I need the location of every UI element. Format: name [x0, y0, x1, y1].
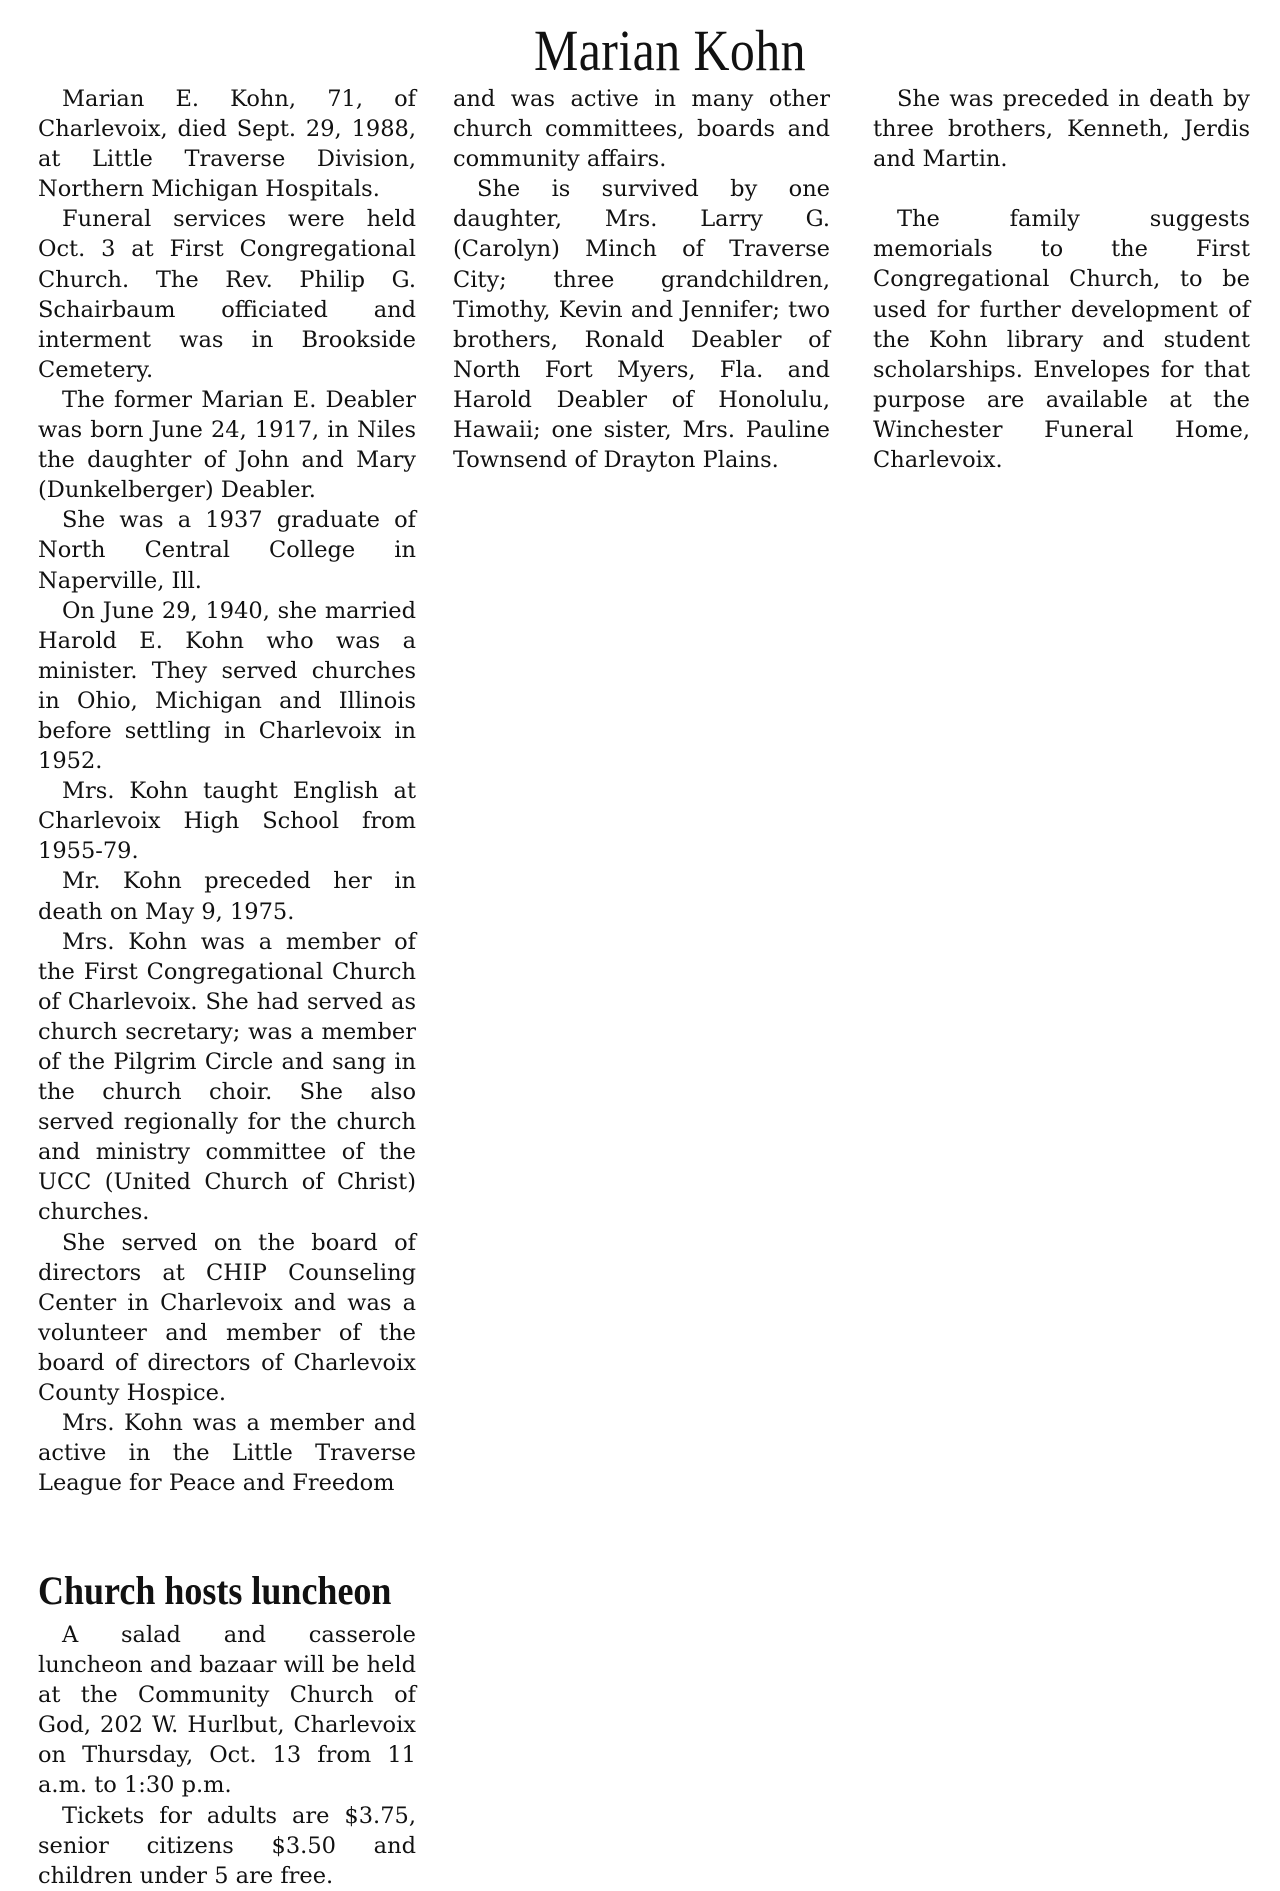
luncheon-paragraph: Tickets for adults are $3.75, senior citizens $3.50 and children under 5 are free. [38, 1802, 416, 1889]
obituary-column-2 [453, 84, 830, 475]
luncheon-paragraph: A salad and casserole luncheon and bazaar will be held at the Community Church of God, 202 W. Hurlbut, Charlevoix on Thursday, Oct. 13 from 11 a.m. to 1:30 p.m. [38, 1622, 416, 1799]
obituary-paragraph: The family suggests memorials to the First Congregational Church, to be used for further development of the Kohn library and student scholarships. Envelopes for that purpose are available at the Winchester Funeral Home, Charlevoix. [873, 206, 1250, 474]
obituary-paragraph: Funeral services were held Oct. 3 at First Congregational Church. The Rev. Philip G. Schairbaum officiated and interment was in Brookside Cemetery. [38, 206, 416, 383]
obituary-column-3 [873, 84, 1250, 475]
obituary-headline: Marian Kohn [533, 18, 807, 83]
obituary-paragraph: On June 29, 1940, she married Harold E. Kohn who was a minister. They served churches in Ohio, Michigan and Illinois before settling in Charlevoix in 1952. [38, 597, 416, 775]
obituary-paragraph: She is survived by one daughter, Mrs. Larry G. (Carolyn) Minch of Traverse City; three grandchildren, Timothy, Kevin and Jennifer; two brothers, Ronald Deabler of North Fort Myers, Fla. and Harold Deabler of Honolulu, Hawaii; one sister, Mrs. Pauline Townsend of Drayton Plains. [453, 176, 830, 474]
obituary-paragraph: Mrs. Kohn was a member of the First Congregational Church of Charlevoix. She had served as church secretary; was a member of the Pilgrim Circle and sang in the church choir. She also served regionally for the church and ministry committee of the UCC (United Church of Christ) churches. [38, 928, 416, 1226]
obituary-column-1 [38, 84, 416, 1498]
obituary-paragraph: Marian E. Kohn, 71, of Charlevoix, died Sept. 29, 1988, at Little Traverse Division, Northern Michigan Hospitals. [38, 86, 416, 203]
obituary-paragraph: She was a 1937 graduate of North Central College in Naperville, Ill. [38, 507, 416, 594]
obituary-paragraph: Mrs. Kohn taught English at Charlevoix High School from 1955-79. [38, 778, 416, 865]
luncheon-headline: Church hosts luncheon [38, 1568, 392, 1613]
obituary-paragraph: Mrs. Kohn was a member and active in the Little Traverse League for Peace and Freedom [38, 1410, 416, 1497]
obituary-paragraph: The former Marian E. Deabler was born June 24, 1917, in Niles the daughter of John and Mary (Dunkelberger) Deabler. [38, 386, 416, 504]
obituary-paragraph: and was active in many other church committees, boards and community affairs. [453, 86, 830, 173]
obituary-paragraph: Mr. Kohn preceded her in death on May 9, 1975. [38, 868, 416, 925]
luncheon-article [38, 1620, 416, 1891]
obituary-paragraph: She served on the board of directors at CHIP Counseling Center in Charlevoix and was a volunteer and member of the board of directors of Charlevoix County Hospice. [38, 1229, 416, 1407]
obituary-paragraph: She was preceded in death by three brothers, Kenneth, Jerdis and Martin. [873, 86, 1250, 173]
